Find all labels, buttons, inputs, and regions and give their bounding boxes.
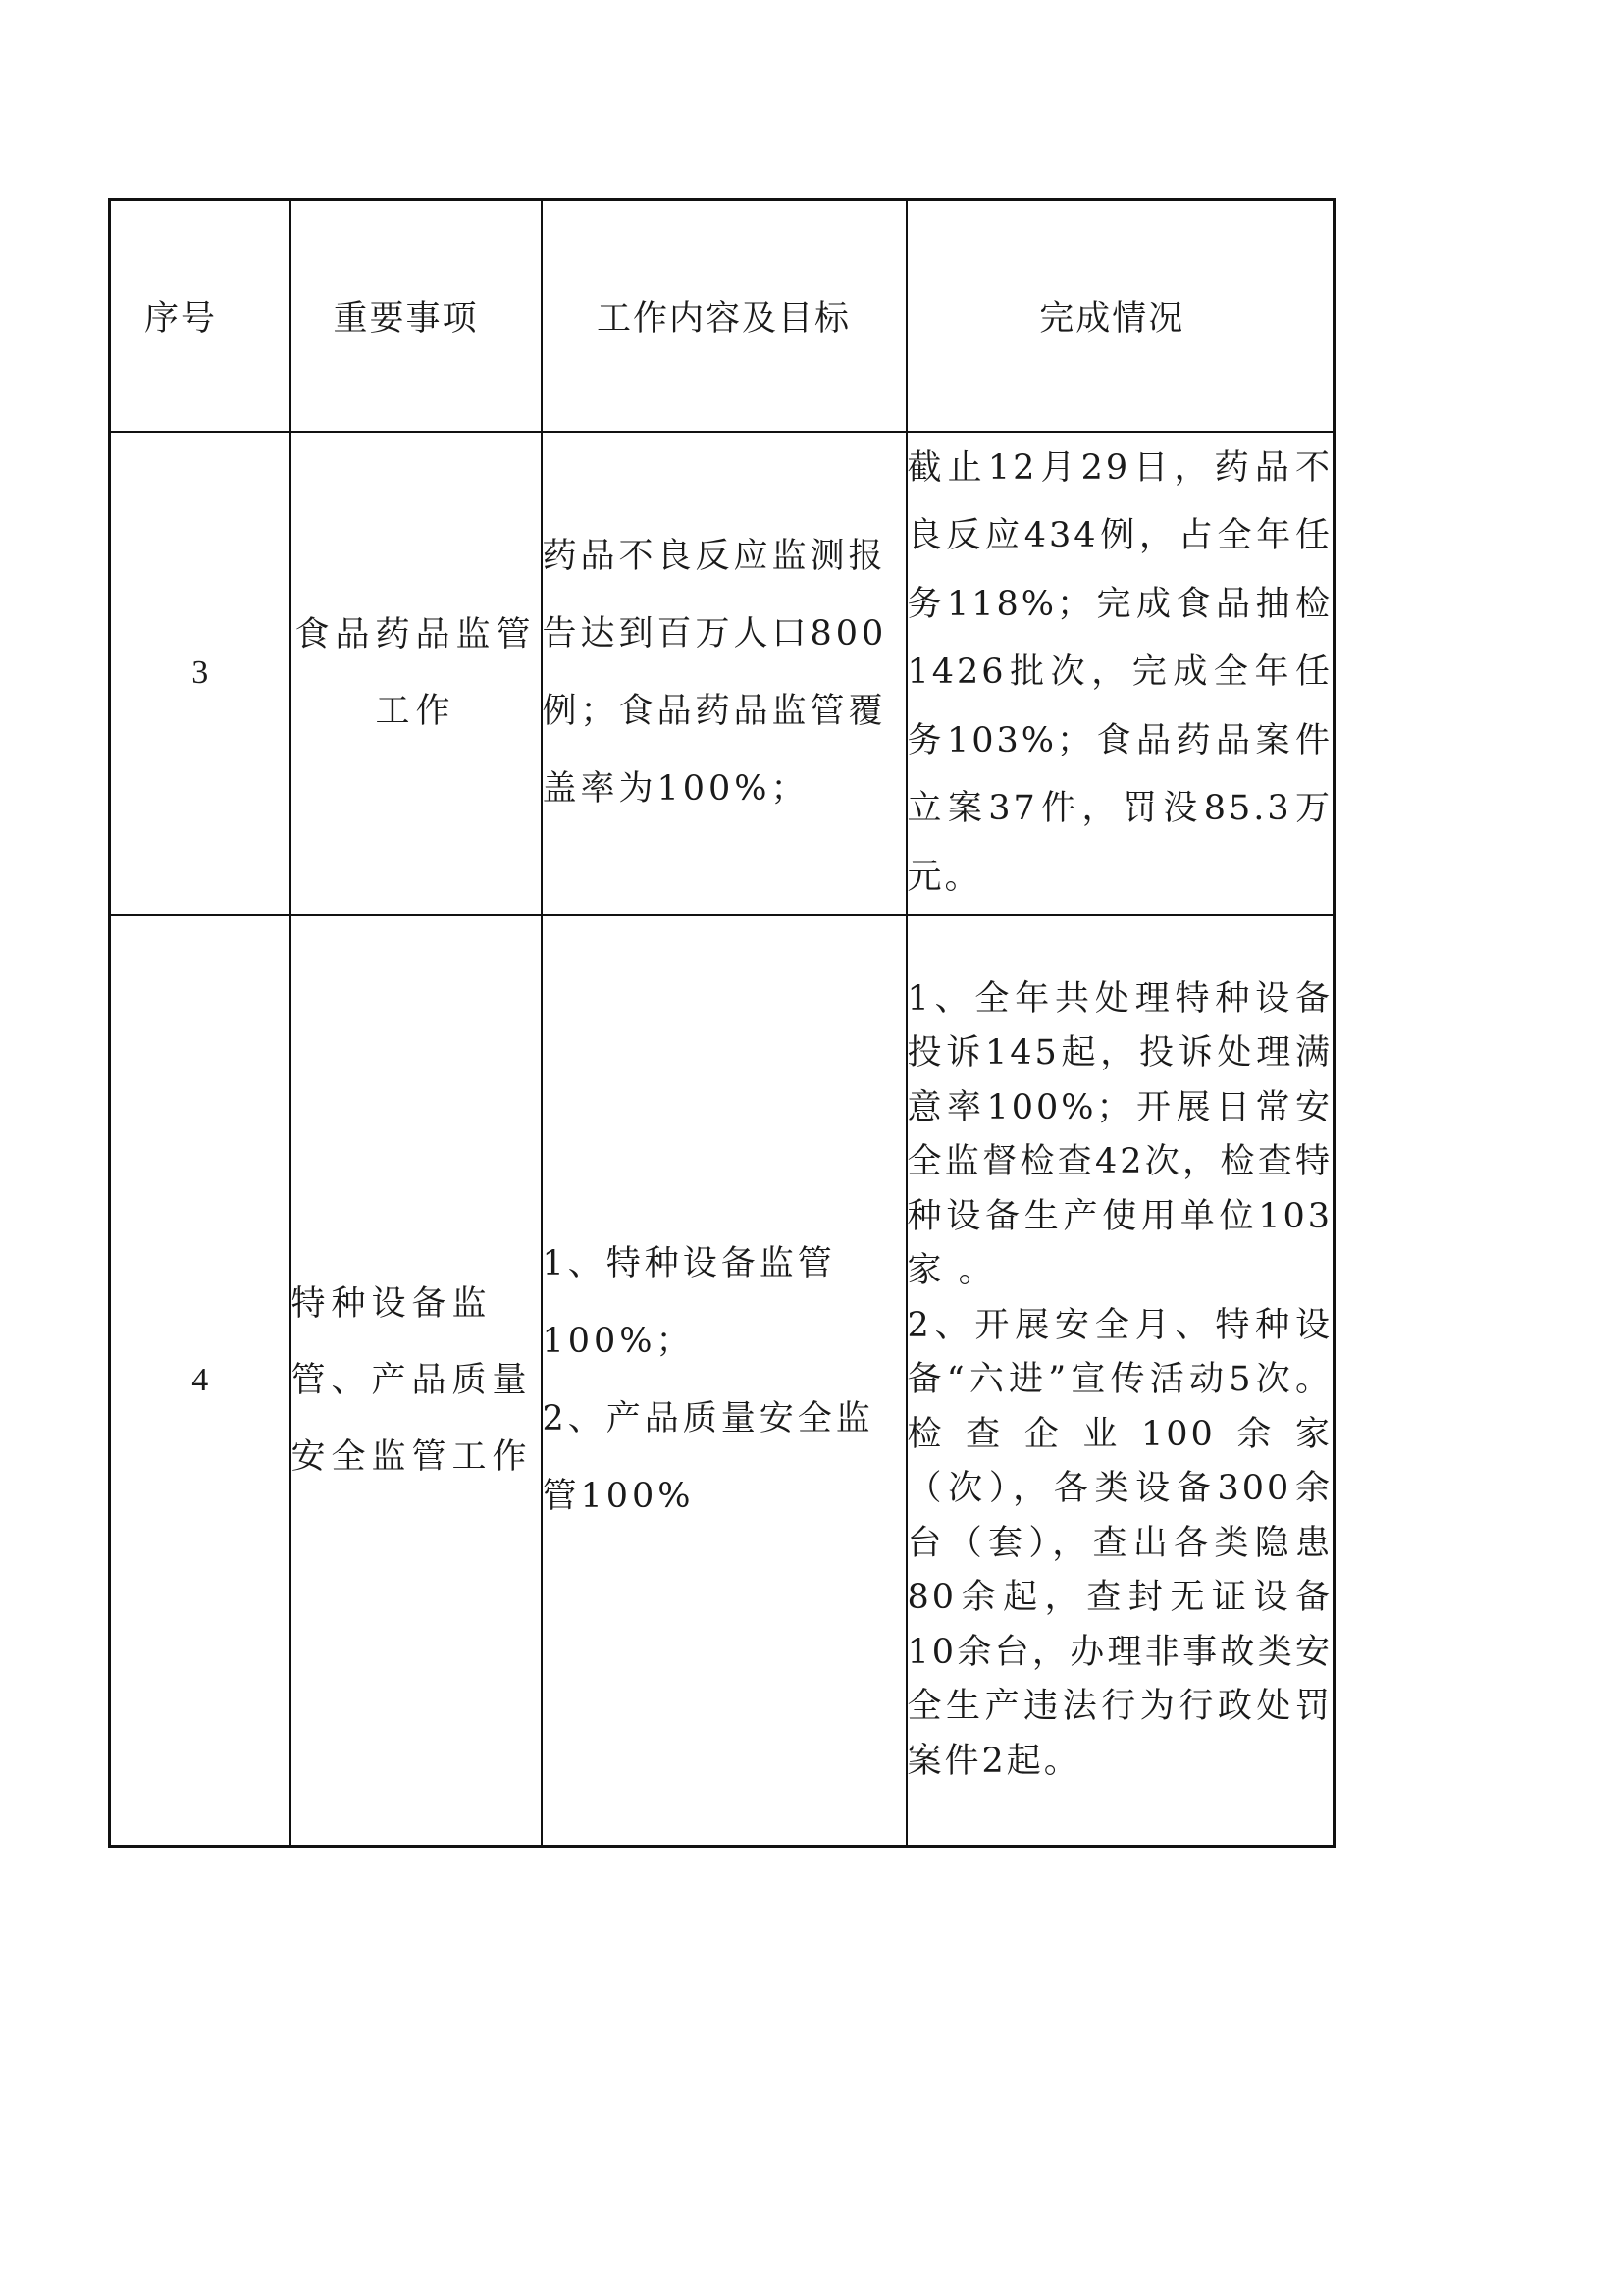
- row-serial-number: 4: [110, 915, 290, 1847]
- target-paragraph: 1、特种设备监管100%；: [542, 1243, 836, 1361]
- completion-paragraph: 截止12月29日，药品不良反应434例，占全年任务118%；完成食品抽检1426批次，完成全年任务103%；食品药品案件立案37件，罚没85.3万元。: [907, 447, 1333, 897]
- work-summary-table: [108, 198, 1336, 1848]
- header-key-item: 重要事项: [290, 200, 542, 432]
- row-content-and-target: 药品不良反应监测报告达到百万人口800例；食品药品监管覆盖率为100%；: [542, 432, 907, 915]
- row-key-item: 食品药品监管工作: [290, 432, 542, 915]
- row-serial-number: 3: [110, 432, 290, 915]
- completion-paragraph: 2、开展安全月、特种设备“六进”宣传活动5次。检查企业100余家（次），各类设备300余台（套），查出各类隐患80余起，查封无证设备10余台，办理非事故类安全生产违法行为行政处罚案件2起。: [907, 1305, 1333, 1781]
- table-row: [110, 915, 1335, 1847]
- header-completion-status: 完成情况: [907, 200, 1335, 432]
- header-content-and-target: 工作内容及目标: [542, 200, 907, 432]
- row-key-item: 特种设备监管、产品质量安全监管工作: [290, 915, 542, 1847]
- completion-paragraph: 1、全年共处理特种设备投诉145起，投诉处理满意率100%；开展日常安全监督检查42次，检查特种设备生产使用单位103家 。: [907, 978, 1333, 1290]
- table-row: [110, 432, 1335, 915]
- table-header-row: [110, 200, 1335, 432]
- target-paragraph: 2、产品质量安全监管100%: [542, 1398, 874, 1516]
- row-completion-status: [907, 915, 1335, 1847]
- row-content-and-target: [542, 915, 907, 1847]
- row-completion-status: [907, 432, 1335, 915]
- header-serial-number: 序号: [110, 200, 290, 432]
